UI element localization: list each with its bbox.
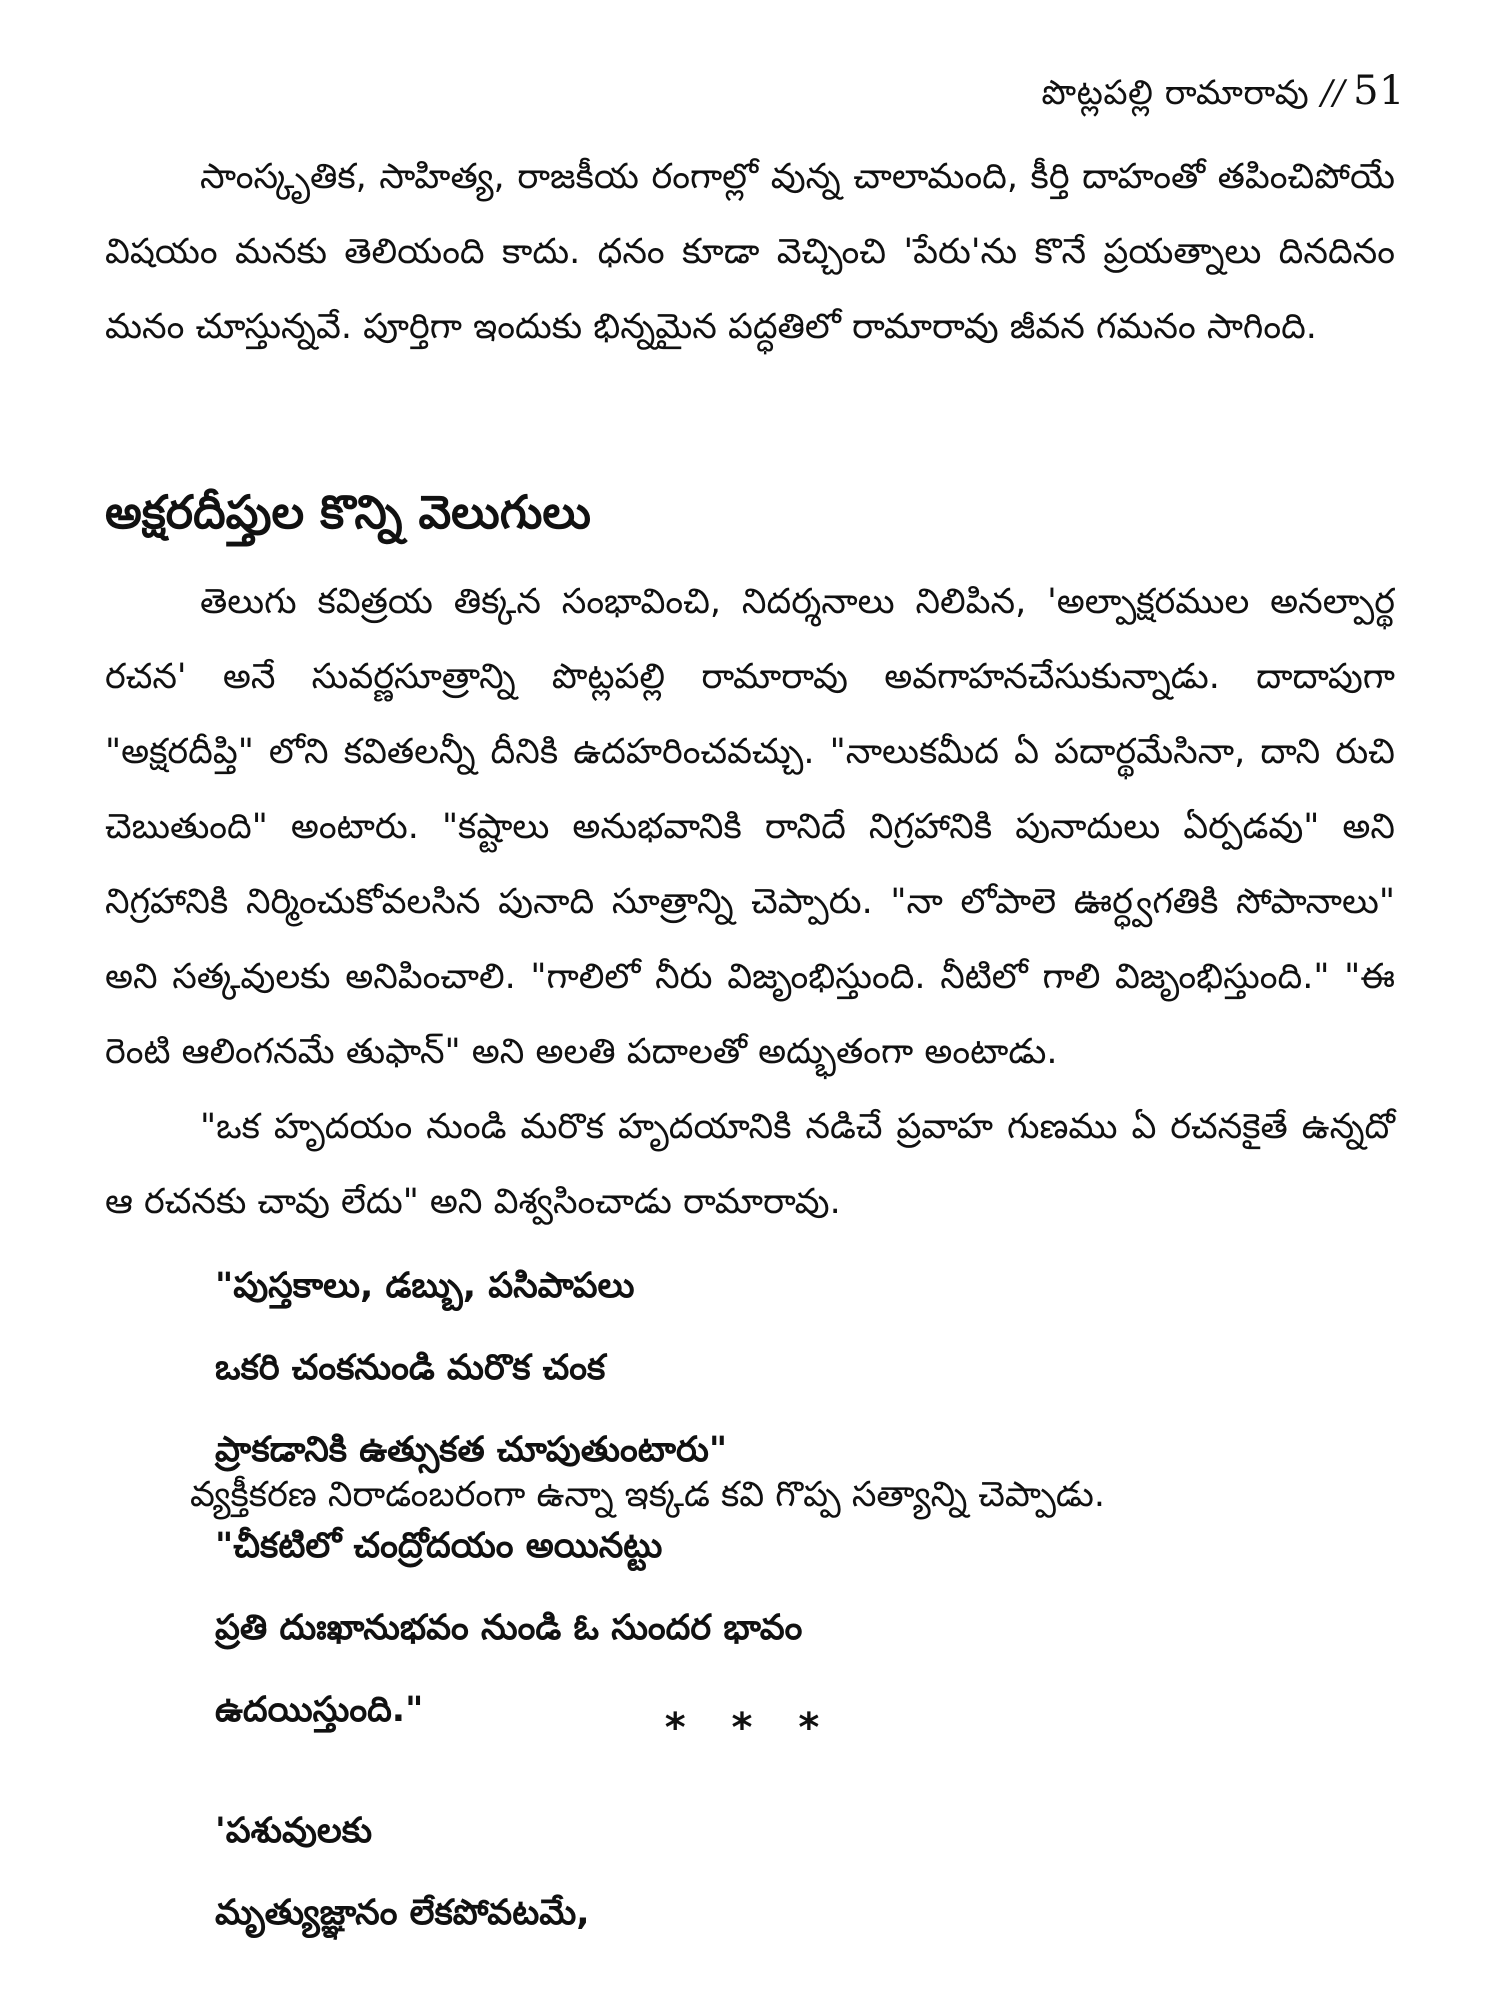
running-header bbox=[1041, 68, 1405, 121]
poem-line: "చీకటిలో చంద్రోదయం అయినట్టు bbox=[215, 1526, 663, 1566]
poem-line: ఉదయిస్తుంది." bbox=[215, 1690, 424, 1730]
page-number: 51 bbox=[1353, 68, 1405, 114]
paragraph-3: "ఒక హృదయం నుండి మరొక హృదయానికి నడిచే ప్రవాహ గుణము ఏ రచనకైతే ఉన్నదో ఆ రచనకు చావు లేదు" అని విశ్వసించాడు రామారావు. bbox=[105, 1107, 1395, 1222]
section-heading: అక్షరదీప్తుల కొన్ని వెలుగులు bbox=[105, 485, 591, 539]
paragraph-4: వ్యక్తీకరణ నిరాడంబరంగా ఉన్నా ఇక్కడ కవి గొప్ప సత్యాన్ని చెప్పాడు. bbox=[190, 1475, 1106, 1515]
poem-stanza-1 bbox=[215, 1245, 727, 1491]
poem-stanza-3 bbox=[215, 1790, 590, 1954]
paragraph-2: తెలుగు కవిత్రయ తిక్కన సంభావించి, నిదర్శనాలు నిలిపిన, 'అల్పాక్షరముల అనల్పార్థ రచన' అనే సువర్ణసూత్రాన్ని పొట్లపల్లి రామారావు అవగాహనచేసుకున్నాడు. దాదాపుగా "అక్షరదీప్తి" లోని కవితలన్నీ దీనికి ఉదహరించవచ్చు. "నాలుకమీద ఏ పదార్థమేసినా, దాని రుచి చెబుతుంది" అంటారు. "కష్టాలు అనుభవానికి రానిదే నిగ్రహానికి పునాదులు ఏర్పడవు" అని నిగ్రహానికి నిర్మించుకోవలసిన పునాది సూత్రాన్ని చెప్పారు. "నా లోపాలె ఊర్ధ్వగతికి సోపానాలు" అని సత్కవులకు అనిపించాలి. "గాలిలో నీరు విజృంభిస్తుంది. నీటిలో గాలి విజృంభిస్తుంది." "ఈ రెంటి ఆలింగనమే తుఫాన్" అని అలతి పదాలతో అద్భుతంగా అంటాడు. bbox=[105, 582, 1395, 1072]
header-separator: // bbox=[1321, 73, 1346, 113]
poem-line: 'పశువులకు bbox=[215, 1811, 373, 1851]
poem-line: ప్రతి దుఃఖానుభవం నుండి ఓ సుందర భావం bbox=[215, 1608, 803, 1648]
header-title: పొట్లపల్లి రామారావు bbox=[1041, 73, 1310, 113]
poem-line: ప్రాకడానికి ఉత్సుకత చూపుతుంటారు" bbox=[215, 1430, 728, 1470]
paragraph-1: సాంస్కృతిక, సాహిత్య, రాజకీయ రంగాల్లో వున్న చాలామంది, కీర్తి దాహంతో తపించిపోయే విషయం మనకు తెలియంది కాదు. ధనం కూడా వెచ్చించి 'పేరు'ను కొనే ప్రయత్నాలు దినదినం మనం చూస్తున్నవే. పూర్తిగా ఇందుకు భిన్నమైన పద్ధతిలో రామారావు జీవన గమనం సాగింది. bbox=[105, 157, 1395, 347]
section-divider: * * * bbox=[664, 1705, 836, 1751]
poem-line: మృత్యుజ్ఞానం లేకపోవటమే, bbox=[215, 1893, 590, 1933]
poem-line: ఒకరి చంకనుండి మరొక చంక bbox=[215, 1348, 606, 1388]
poem-line: "పుస్తకాలు, డబ్బు, పసిపాపలు bbox=[215, 1266, 635, 1306]
